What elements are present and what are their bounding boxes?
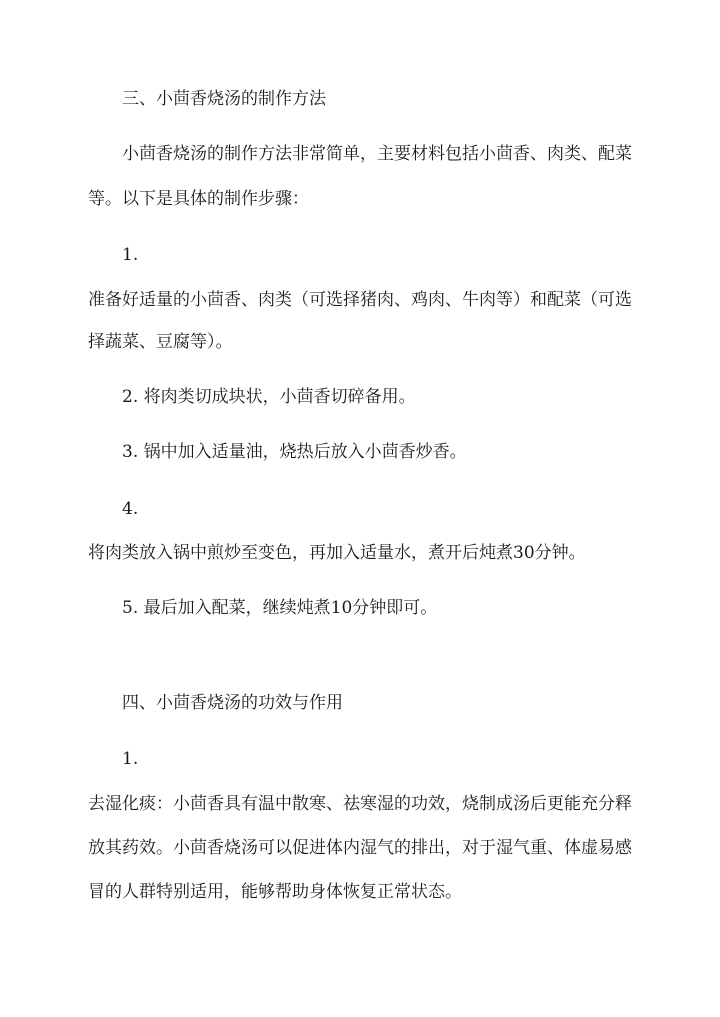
step3-text: 3. 锅中加入适量油，烧热后放入小茴香炒香。 <box>122 442 467 462</box>
item1-line3: 冒的人群特别适用，能够帮助身体恢复正常状态。 <box>88 882 462 902</box>
item1-line1: 去湿化痰：小茴香具有温中散寒、祛寒湿的功效，烧制成汤后更能充分释 <box>88 794 632 814</box>
item1-number: 1. <box>122 749 139 769</box>
step1-line1: 准备好适量的小茴香、肉类（可选择猪肉、鸡肉、牛肉等）和配菜（可选 <box>88 290 632 310</box>
item1-line2: 放其药效。小茴香烧汤可以促进体内湿气的排出，对于湿气重、体虚易感 <box>88 838 632 858</box>
step5-text: 5. 最后加入配菜，继续炖煮10分钟即可。 <box>122 598 438 618</box>
section3-intro-line2: 等。以下是具体的制作步骤： <box>88 189 309 209</box>
section4-heading: 四、小茴香烧汤的功效与作用 <box>122 693 343 713</box>
step1-line2: 择蔬菜、豆腐等）。 <box>88 332 233 352</box>
section3-intro-line1: 小茴香烧汤的制作方法非常简单，主要材料包括小茴香、肉类、配菜 <box>122 144 632 164</box>
step4-number: 4. <box>122 499 139 519</box>
section3-heading: 三、小茴香烧汤的制作方法 <box>122 89 326 109</box>
step4-line1: 将肉类放入锅中煎炒至变色，再加入适量水，煮开后炖煮30分钟。 <box>88 543 586 563</box>
step2-text: 2. 将肉类切成块状，小茴香切碎备用。 <box>122 387 416 407</box>
step1-number: 1. <box>122 245 139 265</box>
